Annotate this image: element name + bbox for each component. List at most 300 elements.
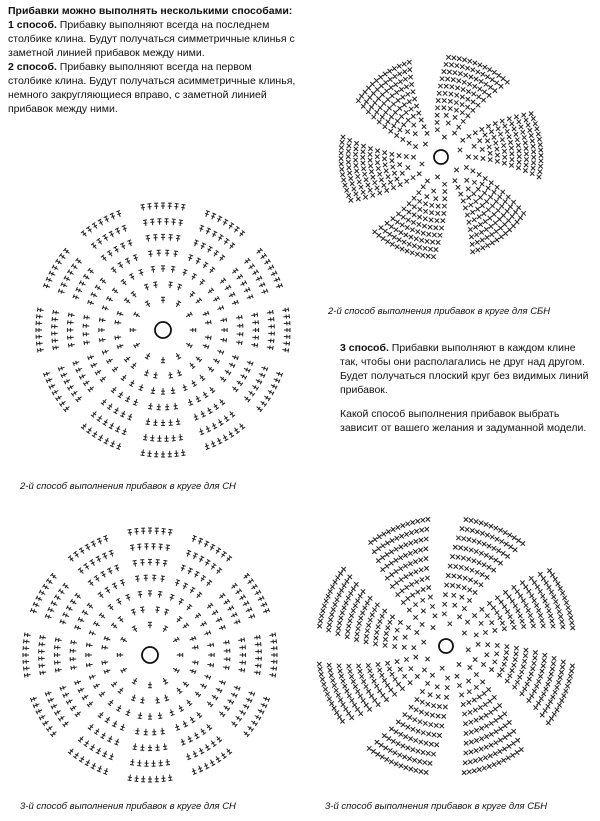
stitch-mark [164,612,168,613]
stitch-mark [138,269,142,270]
stitch-mark [265,697,266,701]
stitch-mark [208,335,209,339]
stitch-mark [176,580,180,581]
stitch-mark [192,538,196,539]
stitch-mark [133,749,137,750]
stitch-mark [144,437,148,438]
stitch-mark [84,315,85,319]
stitch-mark [46,372,47,376]
stitch-mark [144,375,148,376]
stitch-mark [208,311,209,315]
stitch-mark [205,213,209,214]
stitch-mark [266,289,267,293]
stitch-mark [123,431,127,432]
stitch-mark [77,626,78,630]
stitch-mark [154,375,158,376]
stitch-mark [102,305,103,309]
stitch-mark [158,594,162,595]
stitch-mark [237,356,238,360]
stitch-mark [27,673,28,677]
stitch-mark [89,630,90,634]
stitch-mark [266,367,267,371]
stitch-mark [138,715,142,716]
stitch-mark [199,228,203,229]
stitch-mark [251,691,252,695]
stitch-mark [169,529,173,530]
method3-paragraph [340,341,590,397]
stitch-mark [55,638,56,642]
stitch-mark [138,594,142,595]
stitch-mark [210,643,211,647]
stitch-mark [177,287,181,288]
stitch-mark [102,661,103,665]
stitch-mark [200,433,204,434]
stitch-mark [136,731,140,732]
stitch-mark [68,343,69,347]
stitch-mark [143,220,147,221]
stitch-mark [146,235,150,236]
stitch-mark [99,338,100,342]
stitch-mark [270,311,271,315]
stitch-mark [146,421,150,422]
stitch-mark [131,609,135,610]
stitch-mark [205,445,209,446]
stitch-mark [236,686,237,690]
stitch-mark [120,729,124,730]
stitch-mark [77,680,78,684]
stitch-mark [110,553,114,554]
stitch-mark [86,643,87,647]
stitch-mark [168,532,172,533]
stitch-mark [163,749,167,750]
stitch-mark [131,548,135,549]
stitch-mark [199,431,203,432]
stitch-mark [73,294,74,298]
stitch-mark [176,235,180,236]
stitch-mark [195,670,196,674]
stitch-mark [268,698,269,702]
stitch-mark [121,726,125,727]
stitch-mark [40,671,41,675]
stitch-mark [141,455,145,456]
intro-heading: Прибавки можно выполнять несколькими способами: [8,5,293,17]
stitch-mark [130,545,134,546]
center-ring [434,150,448,164]
stitch-mark [151,269,155,270]
stitch-mark [134,257,138,258]
stitch-mark [110,756,114,757]
stitch-mark [133,255,137,256]
stitch-mark [224,681,225,685]
stitch-mark [161,733,165,734]
stitch-mark [105,350,106,354]
stitch-mark [136,579,140,580]
stitch-mark [30,698,31,702]
stitch-mark [125,714,129,715]
stitch-mark [187,758,191,759]
stitch-mark [105,646,106,650]
stitch-mark [200,225,204,226]
stitch-mark [71,640,72,644]
stitch-mark [163,560,167,561]
stitch-mark [48,615,49,619]
stitch-mark [193,773,197,774]
stitch-mark [239,619,240,623]
stitch-mark [117,311,118,315]
stitch-mark [104,670,105,674]
stitch-mark [149,254,153,255]
stitch-mark [285,308,286,312]
stitch-mark [179,220,183,221]
stitch-mark [120,580,124,581]
stitch-mark [272,346,273,350]
caption-sn-method2: 2-й способ выполнения прибавок в круге для СН [20,481,236,492]
stitch-mark [195,636,196,640]
stitch-mark [153,377,157,378]
stitch-mark [178,284,182,285]
stitch-mark [176,421,180,422]
stitch-mark [141,204,145,205]
stitch-mark [288,308,289,312]
stitch-mark [244,668,245,672]
stitch-mark [143,439,147,440]
stitch-mark [145,287,149,288]
stitch-mark [195,419,199,420]
stitch-mark [127,597,131,598]
stitch-mark [132,612,136,613]
stitch-mark [205,344,206,348]
stitch-mark [219,350,220,354]
stitch-mark [141,452,145,453]
stitch-mark [60,687,61,691]
stitch-mark [209,630,210,634]
stitch-mark [241,341,242,345]
stitch-mark [183,386,187,387]
stitch-mark [144,284,148,285]
stitch-mark [160,731,164,732]
stitch-mark [210,336,211,340]
stitch-mark [122,225,126,226]
stitch-mark [254,343,255,347]
stitch-mark [115,336,116,340]
stitch-mark [226,641,227,645]
stitch-mark [166,762,170,763]
stitch-mark [128,777,132,778]
stitch-mark [74,641,75,645]
stitch-mark [187,550,191,551]
stitch-mark [158,591,162,592]
stitch-mark [33,697,34,701]
stitch-mark [164,697,168,698]
stitch-mark [75,625,76,629]
stitch-mark [175,582,179,583]
stitch-mark [210,320,211,324]
stitch-mark [58,367,59,371]
stitch-mark [138,389,142,390]
stitch-mark [223,338,224,342]
stitch-mark [43,671,44,675]
stitch-mark [188,257,192,258]
stitch-mark [155,610,159,611]
stitch-mark [56,311,57,315]
stitch-mark [133,746,137,747]
stitch-mark [189,404,193,405]
stitch-mark [86,663,87,667]
stitch-mark [158,718,162,719]
stitch-mark [27,633,28,637]
stitch-mark [181,568,185,569]
stitch-mark [45,692,46,696]
stitch-mark [90,355,91,359]
stitch-mark [182,204,186,205]
stitch-mark [234,355,235,359]
stitch-mark [146,424,150,425]
stitch-mark [221,626,222,630]
stitch-mark [121,582,125,583]
stitch-mark [206,675,207,679]
stitch-mark [128,416,132,417]
stitch-mark [184,389,188,390]
stitch-mark [169,282,173,283]
stitch-mark [208,345,209,349]
stitch-mark [75,681,76,685]
stitch-mark [46,284,47,288]
stitch-mark [170,597,174,598]
stitch-mark [171,390,175,391]
stitch-mark [168,777,172,778]
stitch-mark [151,390,155,391]
stitch-mark [257,343,258,347]
stitch-mark [181,452,185,453]
stitch-mark [209,676,210,680]
stitch-mark [68,313,69,317]
stitch-mark [257,671,258,675]
stitch-mark [71,343,72,347]
stitch-mark [156,607,160,608]
stitch-mark [140,272,144,273]
stitch-mark [171,714,175,715]
stitch-mark [120,344,121,348]
stitch-mark [171,393,175,394]
stitch-mark [123,228,127,229]
stitch-mark [275,674,276,678]
stitch-mark [166,545,170,546]
stitch-mark [168,375,172,376]
stitch-mark [155,700,159,701]
stitch-mark [102,645,103,649]
stitch-mark [37,308,38,312]
stitch-mark [109,550,113,551]
stitch-mark [115,568,119,569]
caption-sn-method3: 3-й способ выполнения прибавок в круге для СН [20,801,236,812]
stitch-mark [40,348,41,352]
stitch-mark [71,666,72,670]
stitch-mark [272,673,273,677]
stitch-mark [133,563,137,564]
stitch-mark [270,346,271,350]
stitch-mark [186,756,190,757]
stitch-mark [125,594,129,595]
stitch-mark [252,362,253,366]
stitch-mark [60,619,61,623]
stitch-mark [116,448,120,449]
stitch-mark [154,285,158,286]
stitch-mark [161,576,165,577]
stitch-mark [171,266,175,267]
stitch-mark [128,529,132,530]
stitch-mark [127,711,131,712]
stitch-mark [184,269,188,270]
stitch-mark [61,290,62,294]
stitch-mark [43,283,44,287]
stitch-mark [87,316,88,320]
stitch-mark [213,663,214,667]
stitch-mark [278,372,279,376]
stitch-mark [221,680,222,684]
stitch-mark [118,335,119,339]
stitch-mark [183,272,187,273]
method2-label: 2 способ. [8,61,57,73]
stitch-mark [194,243,198,244]
stitch-mark [138,718,142,719]
stitch-mark [24,633,25,637]
stitch-mark [169,377,173,378]
stitch-mark [48,691,49,695]
stitch-mark [115,741,119,742]
intro-text [8,4,298,116]
stitch-mark [239,687,240,691]
stitch-mark [251,615,252,619]
diagram-sbn-method3 [305,505,595,790]
stitch-mark [189,255,193,256]
stitch-mark [193,535,197,536]
stitch-mark [275,633,276,637]
stitch-mark [197,661,198,665]
stitch-mark [278,284,279,288]
stitch-mark [268,608,269,612]
stitch-mark [141,207,145,208]
stitch-mark [117,213,121,214]
stitch-mark [181,741,185,742]
stitch-mark [288,349,289,353]
stitch-mark [156,702,160,703]
stitch-mark [92,675,93,679]
stitch-mark [73,362,74,366]
stitch-mark [102,318,103,322]
stitch-mark [58,668,59,672]
stitch-mark [127,240,131,241]
stitch-mark [171,269,175,270]
stitch-mark [76,295,77,299]
stitch-mark [163,746,167,747]
center-ring [439,639,453,653]
stitch-mark [253,692,254,696]
stitch-mark [228,666,229,670]
stitch-mark [40,635,41,639]
stitch-mark [259,671,260,675]
stitch-mark [252,294,253,298]
stitch-mark [213,643,214,647]
stitch-mark [257,313,258,317]
stitch-mark [135,733,139,734]
stitch-mark [226,338,227,342]
stitch-mark [151,266,155,267]
stitch-mark [177,372,181,373]
stitch-mark [145,372,149,373]
stitch-mark [170,711,174,712]
stitch-mark [223,318,224,322]
method3-label: 3 способ. [340,342,389,354]
stitch-mark [58,289,59,293]
stitch-mark [140,386,144,387]
stitch-mark [222,351,223,355]
stitch-mark [182,744,186,745]
stitch-mark [179,223,183,224]
caption-sbn-method3: 3-й способ выполнения прибавок в круге для СБН [325,801,548,812]
method1-paragraph [8,18,298,60]
stitch-mark [76,361,77,365]
stitch-mark [128,780,132,781]
stitch-mark [89,676,90,680]
stitch-mark [104,770,108,771]
stitch-mark [138,591,142,592]
stitch-mark [43,636,44,640]
stitch-mark [135,576,139,577]
stitch-mark [131,762,135,763]
stitch-mark [195,646,196,650]
stitch-mark [171,594,175,595]
stitch-mark [259,635,260,639]
stitch-mark [226,318,227,322]
stitch-mark [219,307,220,311]
stitch-mark [265,609,266,613]
stitch-mark [241,315,242,319]
stitch-mark [103,535,107,536]
stitch-mark [166,764,170,765]
stitch-mark [234,301,235,305]
stitch-mark [84,341,85,345]
stitch-mark [114,744,118,745]
diagram-sbn-method2 [300,40,595,300]
diagram-sn-method2 [20,186,310,476]
stitch-mark [237,300,238,304]
stitch-mark [176,424,180,425]
stitch-mark [264,366,265,370]
method3-text-block [340,341,590,435]
stitch-mark [226,665,227,669]
stitch-mark [115,320,116,324]
stitch-mark [228,640,229,644]
stitch-mark [222,305,223,309]
stitch-mark [192,770,196,771]
method-choice-note: Какой способ выполнения прибавок выбрать зависит от вашего желания и задуманной модели. [340,408,587,434]
stitch-mark [30,608,31,612]
stitch-mark [285,348,286,352]
stitch-mark [151,393,155,394]
stitch-mark [53,310,54,314]
stitch-mark [236,620,237,624]
stitch-mark [257,636,258,640]
stitch-mark [176,729,180,730]
method1-label: 1 способ. [8,19,57,31]
stitch-mark [173,406,177,407]
stitch-mark [133,404,137,405]
stitch-mark [241,668,242,672]
stitch-mark [166,548,170,549]
stitch-mark [192,637,193,641]
stitch-mark [58,638,59,642]
stitch-mark [55,668,56,672]
